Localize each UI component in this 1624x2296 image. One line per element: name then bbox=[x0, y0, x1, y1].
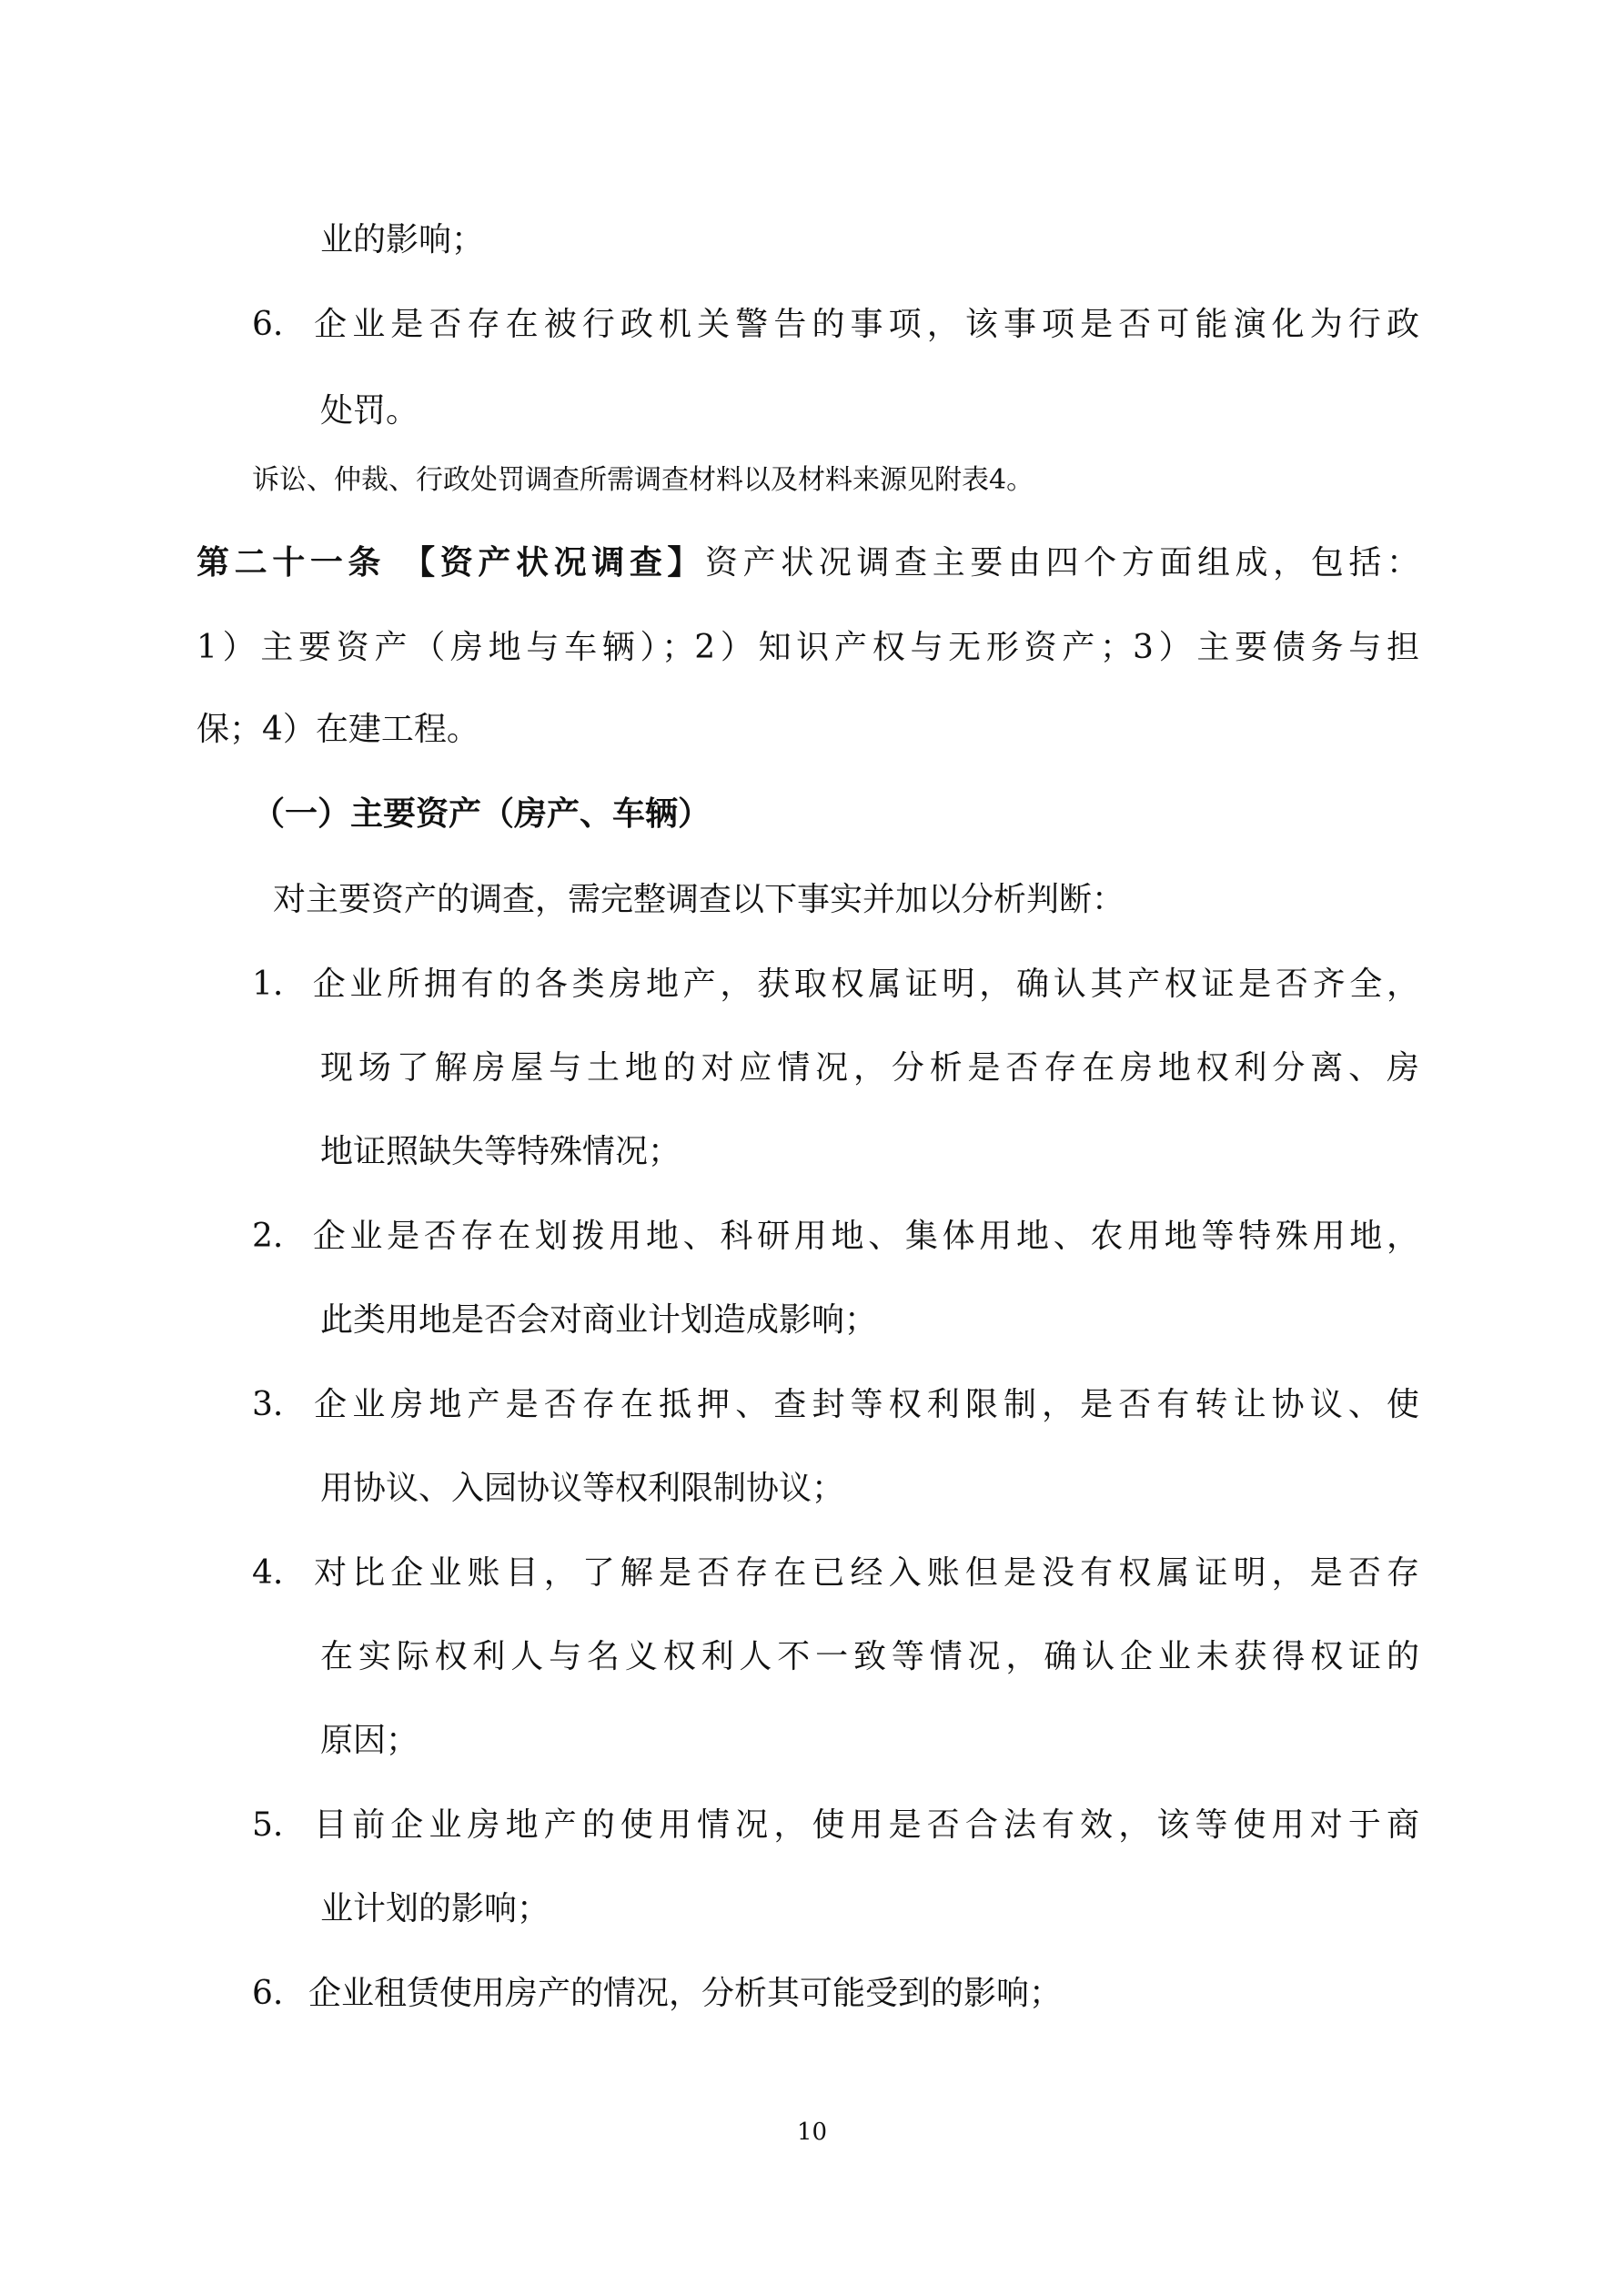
article-21-first-line bbox=[197, 541, 1419, 585]
item-text: 企业租赁使用房产的情况，分析其可能受到的影响； bbox=[308, 1975, 1063, 2012]
appendix-note: 诉讼、仲裁、行政处罚调查所需调查材料以及材料来源见附表4。 bbox=[252, 464, 1034, 496]
item-text: 企业房地产是否存在抵押、查封等权利限制，是否有转让协议、使 bbox=[308, 1386, 1419, 1423]
item-text: 对比企业账目，了解是否存在已经入账但是没有权属证明，是否存 bbox=[308, 1554, 1419, 1592]
article-label: 第二十一条 【资产状况调查】 bbox=[197, 543, 706, 582]
item-text-continued: 原因； bbox=[320, 1722, 419, 1759]
list-item bbox=[252, 1215, 1419, 1259]
list-item bbox=[252, 1383, 1419, 1427]
article-text: 资产状况调查主要由四个方面组成，包括： bbox=[705, 544, 1419, 582]
item-text-continued: 处罚。 bbox=[320, 392, 419, 430]
item-text-continued: 地证照缺失等特殊情况； bbox=[320, 1133, 681, 1170]
list-item bbox=[252, 1804, 1419, 1847]
item-number: 6. bbox=[252, 1975, 284, 2012]
article-text-line: 保；4）在建工程。 bbox=[197, 711, 479, 748]
item-text-continued: 用协议、入园协议等权利限制协议； bbox=[320, 1470, 845, 1507]
page-number: 10 bbox=[796, 2119, 828, 2146]
section-heading: （一）主要资产（房产、车辆） bbox=[252, 794, 711, 833]
item-text: 目前企业房地产的使用情况，使用是否合法有效，该等使用对于商 bbox=[308, 1806, 1419, 1844]
item-text-continued: 现场了解房屋与土地的对应情况，分析是否存在房地权利分离、房 bbox=[320, 1049, 1419, 1087]
list-item bbox=[252, 1972, 1062, 2016]
item-number: 2. bbox=[252, 1218, 284, 1255]
item-number: 3. bbox=[252, 1386, 284, 1423]
item-number: 1. bbox=[252, 966, 284, 1003]
section-intro: 对主要资产的调查，需完整调查以下事实并加以分析判断： bbox=[273, 881, 1125, 918]
item-number: 5. bbox=[252, 1806, 284, 1844]
item-number: 6. bbox=[252, 306, 284, 343]
item-text-continued: 此类用地是否会对商业计划造成影响； bbox=[320, 1301, 878, 1339]
item-text-continued: 业计划的影响； bbox=[320, 1890, 550, 1927]
item-text: 企业是否存在被行政机关警告的事项，该事项是否可能演化为行政 bbox=[308, 306, 1419, 343]
list-item bbox=[252, 303, 1419, 347]
article-text-line: 1）主要资产（房地与车辆）；2）知识产权与无形资产；3）主要债务与担 bbox=[197, 629, 1419, 666]
item-text-continued: 在实际权利人与名义权利人不一致等情况，确认企业未获得权证的 bbox=[320, 1638, 1419, 1675]
continued-line: 业的影响； bbox=[320, 221, 485, 258]
list-item bbox=[252, 963, 1419, 1006]
item-text: 企业所拥有的各类房地产，获取权属证明，确认其产权证是否齐全， bbox=[308, 966, 1419, 1003]
list-item bbox=[252, 1552, 1419, 1595]
item-number: 4. bbox=[252, 1554, 284, 1592]
item-text: 企业是否存在划拨用地、科研用地、集体用地、农用地等特殊用地， bbox=[308, 1218, 1419, 1255]
